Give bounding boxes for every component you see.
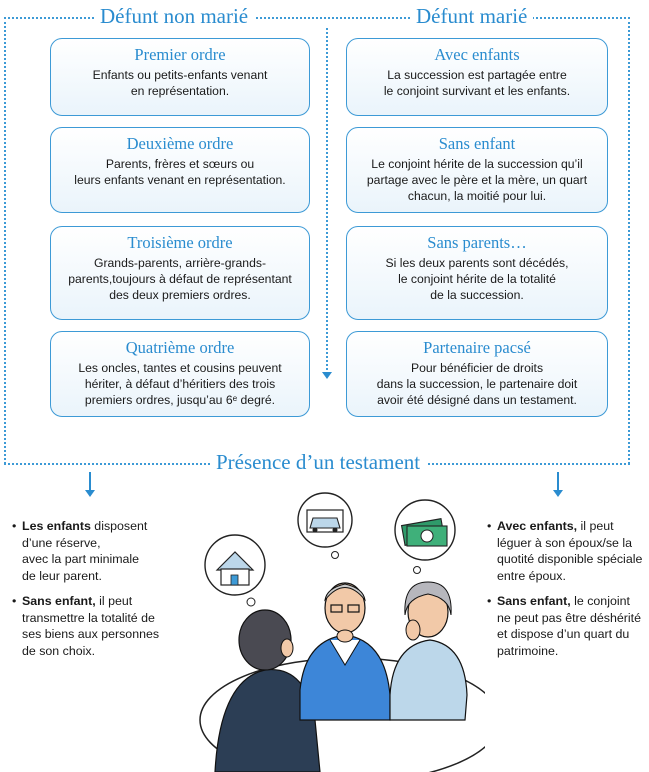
box-title: Avec enfants <box>434 45 520 64</box>
bullet-line: quotité disponible spéciale <box>497 552 643 566</box>
box-line: Parents, frères et sœurs ou <box>105 157 255 171</box>
left-arrow-line <box>89 472 91 492</box>
right-bullet-list <box>487 518 642 668</box>
box-title: Quatrième ordre <box>125 338 235 357</box>
box-line: des deux premiers ordres. <box>109 288 251 302</box>
bullet-text: il peut <box>577 519 614 533</box>
bullet-bold: Avec enfants, <box>497 519 578 533</box>
box-line: dans la succession, le partenaire doit <box>376 377 578 391</box>
box-line: le conjoint hérite de la totalité <box>398 272 556 286</box>
bullet-children-reserve <box>12 518 159 584</box>
box-line: Si les deux parents sont décédés, <box>385 256 569 270</box>
box-title: Sans parents… <box>427 233 527 252</box>
bullet-bold: Sans enfant, <box>497 594 571 608</box>
box-title: Deuxième ordre <box>126 134 234 153</box>
box-line: Enfants ou petits-enfants venant <box>92 68 268 82</box>
box-line: Le conjoint hérite de la succession qu’il <box>371 157 583 171</box>
house-thought-bubble-icon <box>205 535 265 617</box>
bullet-line: et dispose d’un quart du <box>497 627 630 641</box>
bullet-bold: Les enfants <box>22 519 91 533</box>
box-title: Partenaire pacsé <box>423 338 531 357</box>
box-without-child <box>346 127 608 213</box>
center-divider-line <box>326 28 328 374</box>
box-line: Pour bénéficier de droits <box>410 361 544 375</box>
box-line: Grands-parents, arrière-grands- <box>93 256 267 270</box>
box-line: le conjoint survivant et les enfants. <box>383 84 571 98</box>
bullet-line: entre époux. <box>497 568 566 583</box>
heading-testament: Présence d’un testament <box>210 450 426 475</box>
box-first-order <box>50 38 310 116</box>
family-meeting-illustration <box>195 490 485 772</box>
bullet-line: léguer à son époux/se la <box>497 535 633 550</box>
box-line: La succession est partagée entre <box>387 68 567 82</box>
box-line: chacun, la moitié pour lui. <box>407 189 547 203</box>
money-thought-bubble-icon <box>395 500 455 574</box>
heading-married: Défunt marié <box>410 4 533 29</box>
box-line: leurs enfants venant en représentation. <box>74 173 286 187</box>
bullet-line: de leur parent. <box>22 568 102 583</box>
left-bullet-list <box>12 518 159 668</box>
box-line: hériter, à défaut d’héritiers des trois <box>84 377 276 391</box>
box-line: avoir été désigné dans un testament. <box>377 393 577 407</box>
bullet-spouse-no-child <box>487 593 642 659</box>
left-arrow-head <box>85 490 95 497</box>
bullet-without-child <box>12 593 159 659</box>
right-arrow-head <box>553 490 563 497</box>
box-pacs-partner <box>346 331 608 417</box>
box-without-parents <box>346 226 608 320</box>
box-line: premiers ordres, jusqu’au 6ᵉ degré. <box>84 393 276 407</box>
box-line: partage avec le père et la mère, un quart <box>366 173 588 187</box>
bullet-line: de son choix. <box>22 643 96 658</box>
bullet-text: le conjoint <box>570 594 630 608</box>
car-thought-bubble-icon <box>298 493 352 559</box>
bullet-with-children <box>487 518 642 584</box>
box-line: Les oncles, tantes et cousins peuvent <box>78 361 282 375</box>
box-with-children <box>346 38 608 116</box>
box-title: Sans enfant <box>438 134 516 153</box>
bullet-line: d’une réserve, <box>22 535 101 550</box>
bullet-line: patrimoine. <box>497 643 559 658</box>
bullet-line: transmettre la totalité de <box>22 610 155 625</box>
bullet-line: avec la part minimale <box>22 552 140 566</box>
frame-left-line <box>4 17 6 464</box>
box-second-order <box>50 127 310 213</box>
box-line: en représentation. <box>130 84 230 98</box>
center-divider-arrow <box>322 372 332 379</box>
bullet-line: ne peut pas être déshérité <box>497 610 641 625</box>
box-title: Premier ordre <box>134 45 226 64</box>
box-fourth-order <box>50 331 310 417</box>
box-third-order <box>50 226 310 320</box>
heading-unmarried: Défunt non marié <box>94 4 254 29</box>
bullet-bold: Sans enfant, <box>22 594 96 608</box>
bullet-text: il peut <box>95 594 133 608</box>
box-line: de la succession. <box>430 288 524 302</box>
box-title: Troisième ordre <box>127 233 233 252</box>
bullet-text: disposent <box>90 519 148 533</box>
frame-right-line <box>628 17 630 464</box>
woman-icon <box>390 582 467 720</box>
bullet-line: ses biens aux personnes <box>22 627 160 641</box>
box-line: parents,toujours à défaut de représentant <box>68 272 292 286</box>
right-arrow-line <box>557 472 559 492</box>
older-man-icon <box>300 583 390 720</box>
